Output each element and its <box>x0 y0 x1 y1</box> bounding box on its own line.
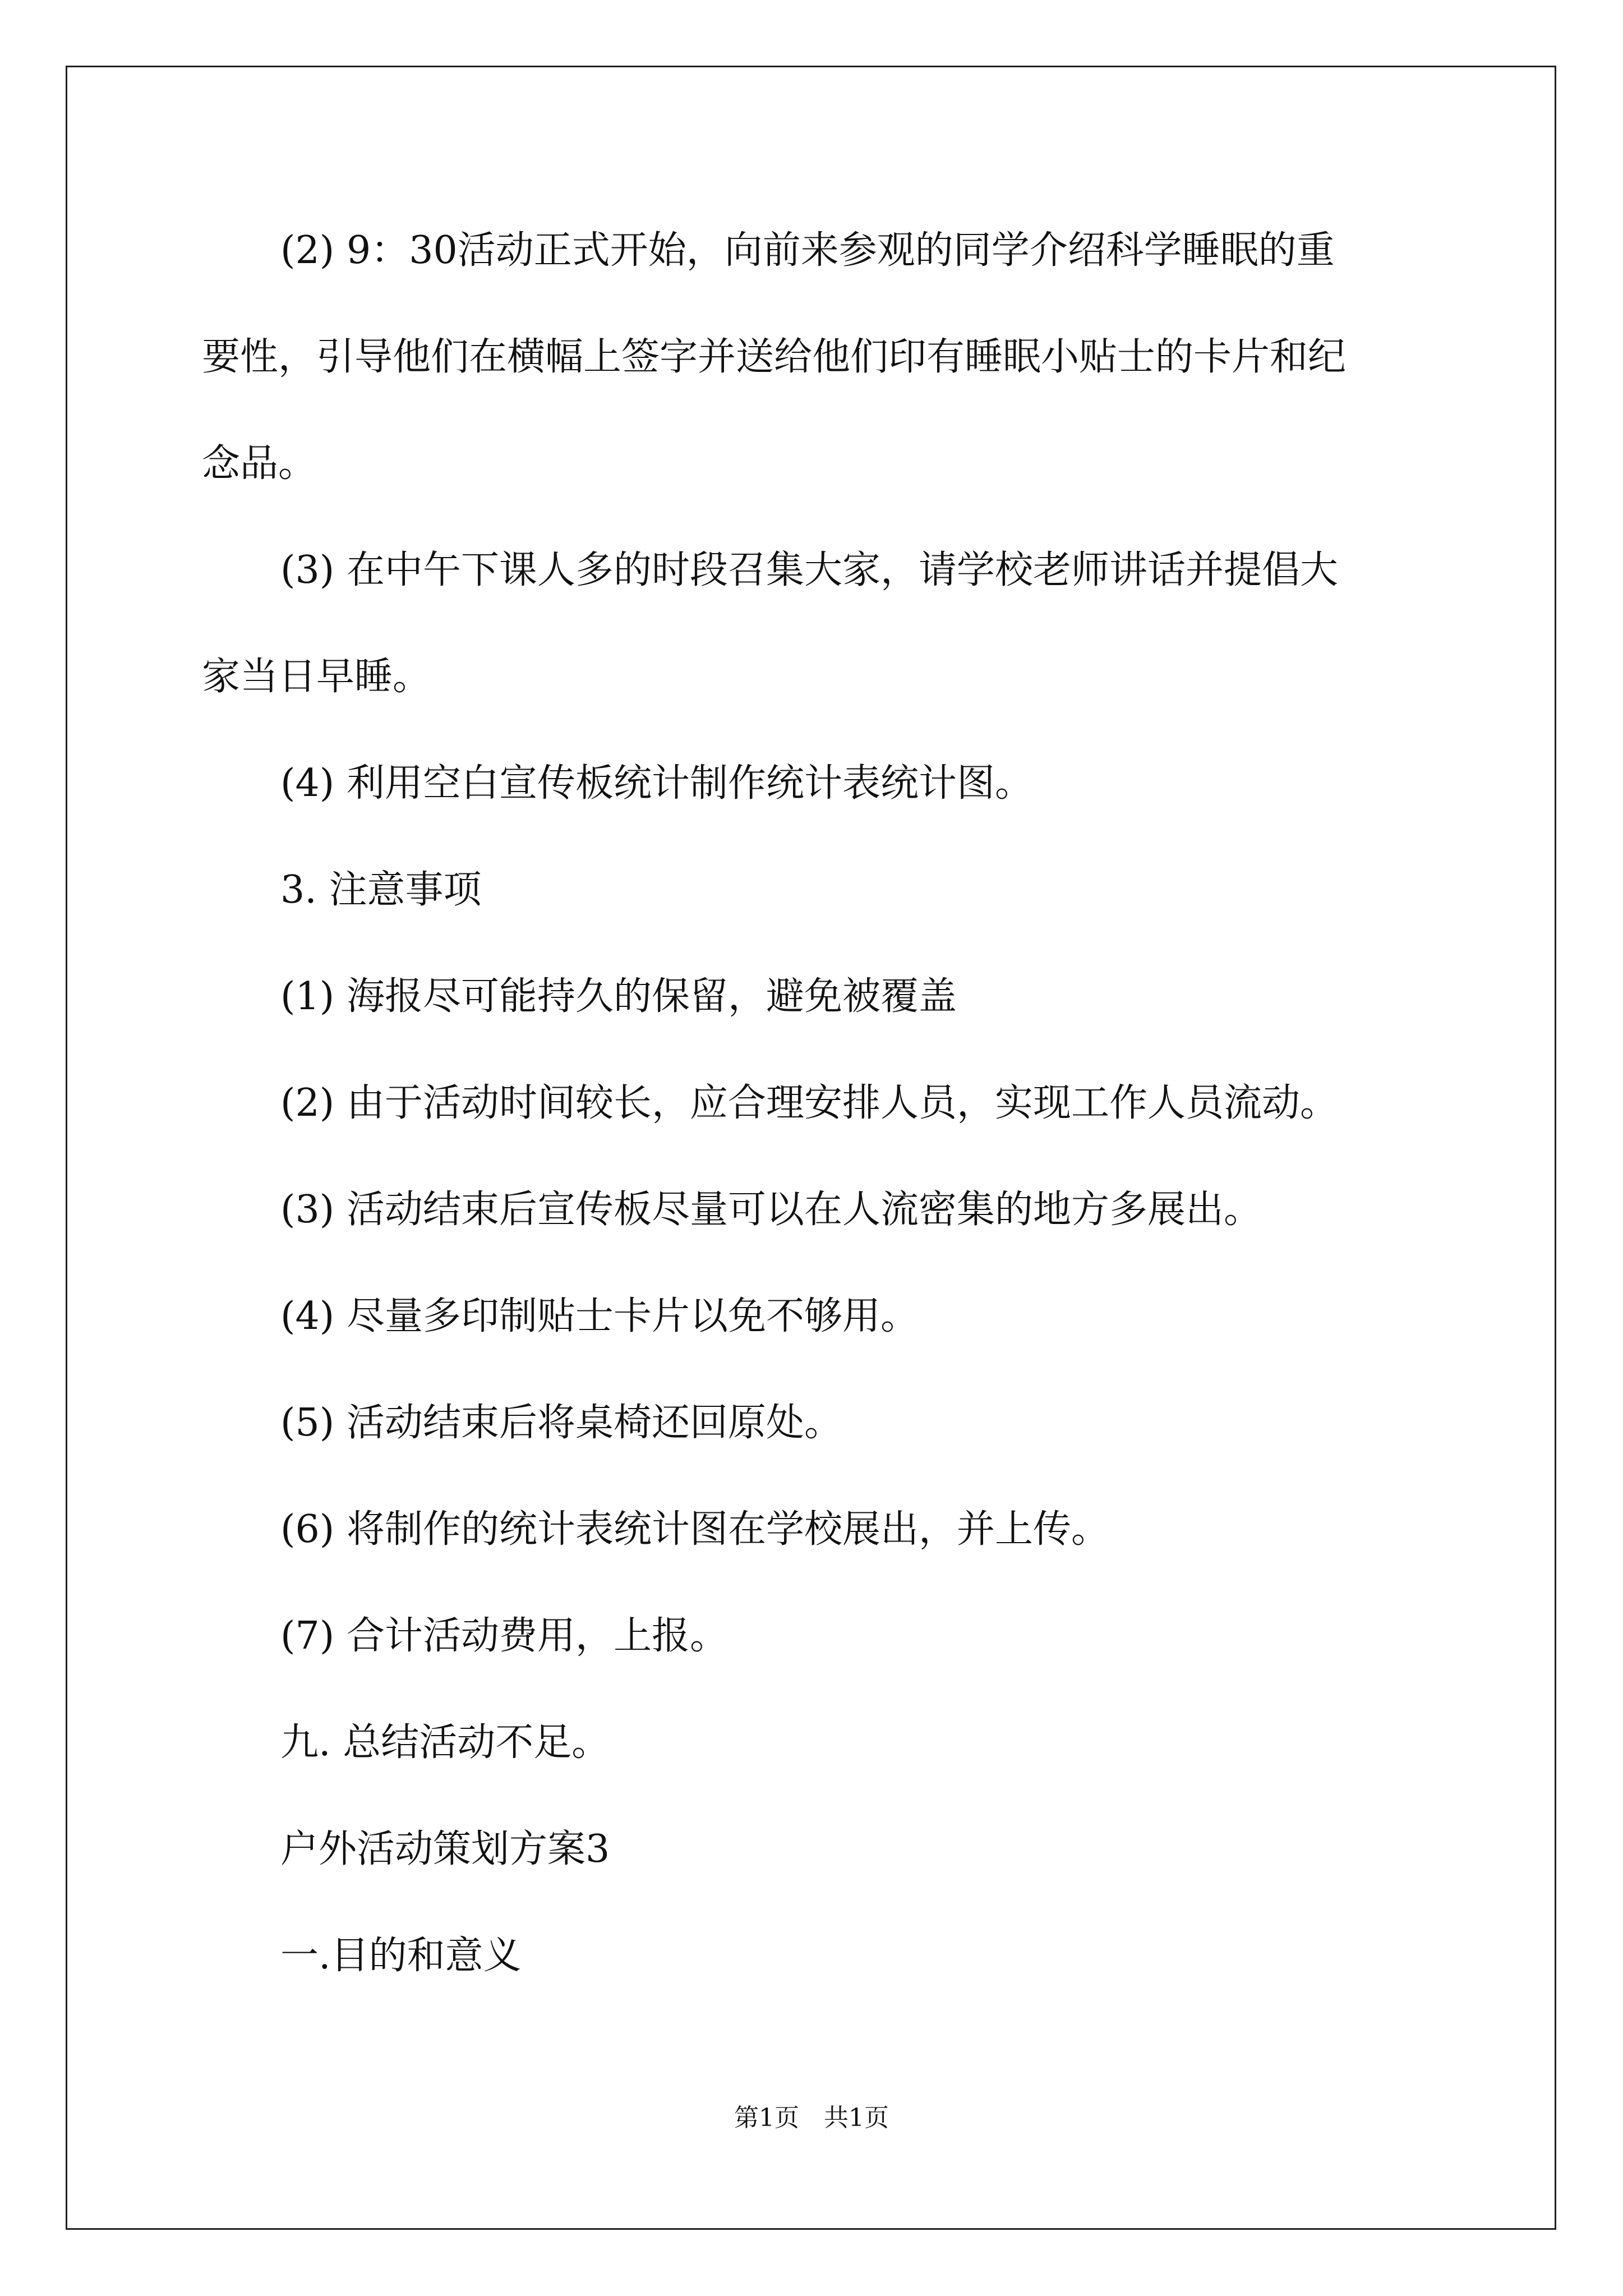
section-heading: 一.目的和意义 <box>280 1934 522 1978</box>
list-item: (3) 活动结束后宣传板尽量可以在人流密集的地方多展出。 <box>280 1188 1262 1232</box>
list-item: (4) 尽量多印制贴士卡片以免不够用。 <box>280 1294 919 1338</box>
list-item: (5) 活动结束后将桌椅还回原处。 <box>280 1401 842 1445</box>
list-item: (7) 合计活动费用，上报。 <box>280 1614 728 1658</box>
list-item: (6) 将制作的统计表统计图在学校展出，并上传。 <box>280 1507 1109 1552</box>
paragraph-line: 念品。 <box>202 441 317 486</box>
paragraph-line: (4) 利用空白宣传板统计制作统计表统计图。 <box>280 761 1033 806</box>
paragraph-line: (2) 9：30活动正式开始，向前来参观的同学介绍科学睡眠的重 <box>280 228 1335 273</box>
list-item: (1) 海报尽可能持久的保留，避免被覆盖 <box>280 974 957 1019</box>
section-heading: 九. 总结活动不足。 <box>280 1720 610 1765</box>
paragraph-line: 要性，引导他们在横幅上签字并送给他们印有睡眠小贴士的卡片和纪 <box>202 335 1347 379</box>
paragraph-line: (3) 在中午下课人多的时段召集大家，请学校老师讲话并提倡大 <box>280 548 1338 592</box>
section-heading: 3. 注意事项 <box>280 868 482 912</box>
page-footer: 第1页 共1页 <box>734 2104 889 2132</box>
document-title: 户外活动策划方案3 <box>280 1827 610 1871</box>
list-item: (2) 由于活动时间较长，应合理安排人员，实现工作人员流动。 <box>280 1081 1338 1125</box>
paragraph-line: 家当日早睡。 <box>202 655 431 699</box>
page-border <box>66 66 1556 2230</box>
